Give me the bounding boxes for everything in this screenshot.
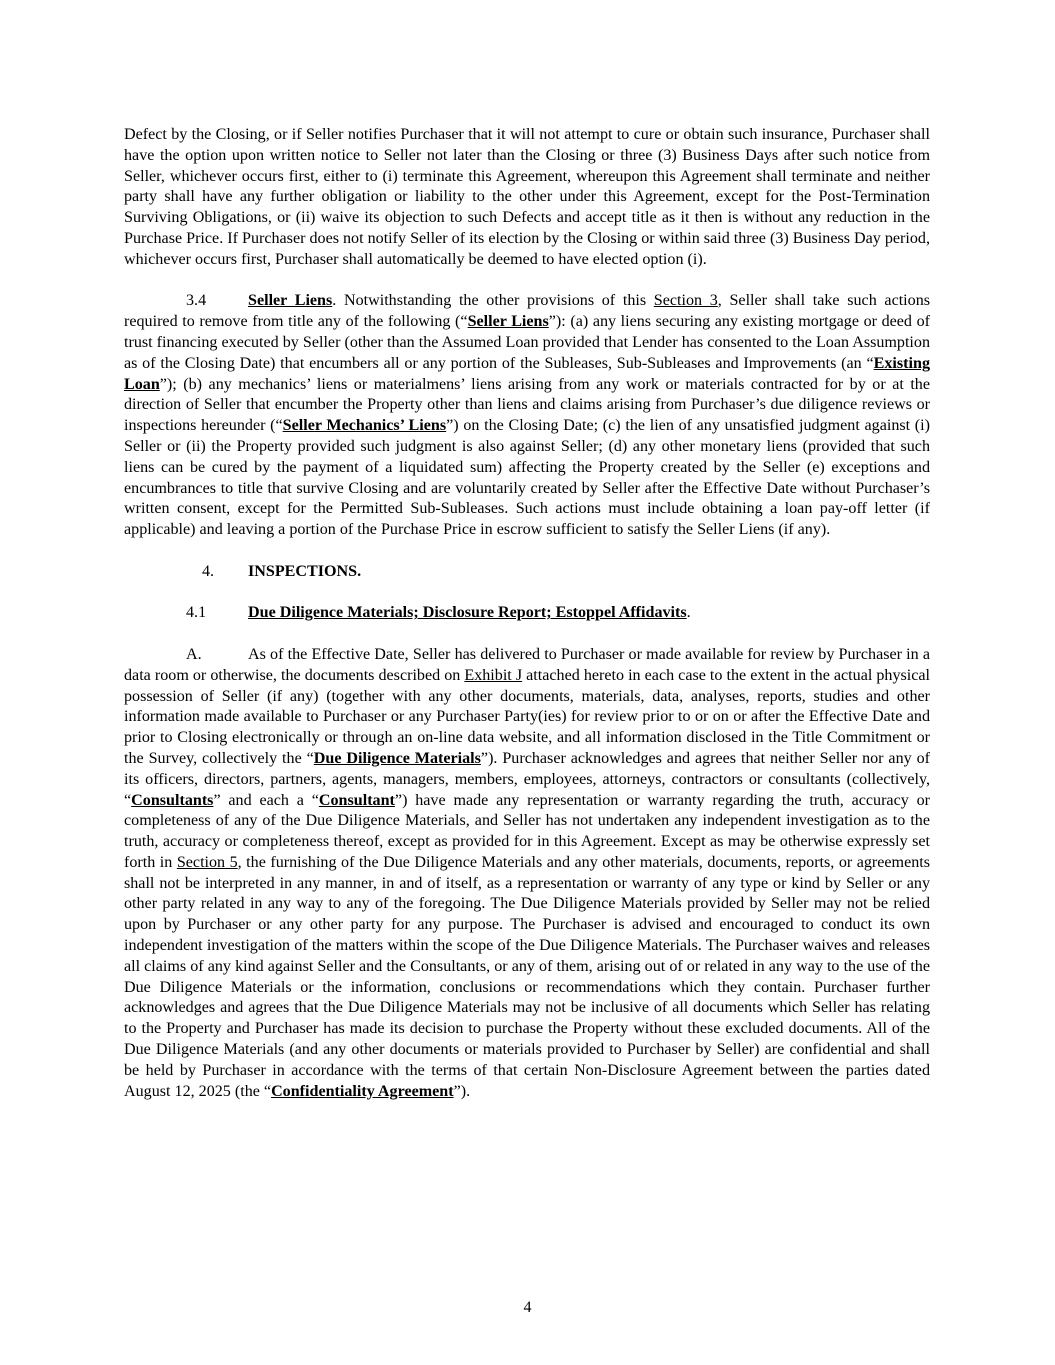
cross-reference: Section 3 <box>653 292 718 310</box>
section-4-heading <box>124 562 930 583</box>
defined-term: Seller Mechanics’ Liens <box>282 417 447 435</box>
paragraph-defect-continuation: Defect by the Closing, or if Seller notifies Purchaser that it will not attempt to cure or obtain such insurance, Purchaser shall have the option upon written notice to Seller not later than the Closing or three (3) Business Days after such notice from Seller, whichever occurs first, either to (i) terminate this Agreement, whereupon this Agreement shall terminate and neither party shall have any further obligation or liability to the other under this Agreement, except for the Post-Termination Surviving Obligations, or (ii) waive its objection to such Defects and accept title as it then is without any reduction in the Purchase Price. If Purchaser does not notify Seller of its election by the Closing or within said three (3) Business Day period, whichever occurs first, Purchaser shall automatically be deemed to have elected option (i). <box>124 126 930 268</box>
defined-term: Consultants <box>131 791 214 809</box>
defined-term: Confidentiality Agreement <box>271 1082 454 1100</box>
section-number: 3.4 <box>186 292 207 310</box>
section-number: 4. <box>202 562 215 580</box>
page-number: 4 <box>523 1299 532 1316</box>
section-title: INSPECTIONS. <box>248 562 362 580</box>
section-title: Seller Liens <box>248 292 333 310</box>
defined-term: Existing Loan <box>124 354 930 393</box>
section-number: 4.1 <box>186 604 207 622</box>
section-title: Due Diligence Materials; Disclosure Report; Estoppel Affidavits <box>248 604 687 622</box>
cross-reference: Section 5 <box>176 853 238 871</box>
paragraph-a-due-diligence: A. As of the Effective Date, Seller has delivered to Purchaser or made available for review by Purchaser in a data room or otherwise, the documents described on Exhibit J attached hereto in each case to the extent in the actual physical possession of Seller (if any) (together with any other documents, materials, data, analyses, reports, studies and other information made available to Purchaser or any Purchaser Party(ies) for review prior to or on or after the Effective Date and prior to Closing electronically or through an on-line data website, and all information disclosed in the Title Commitment or the Survey, collectively the “Due Diligence Materials”). Purchaser acknowledges and agrees that neither Seller nor any of its officers, directors, partners, agents, managers, members, employees, attorneys, contractors or consultants (collectively, “Consultants” and each a “Consultant”) have made any representation or warranty regarding the truth, accuracy or completeness of any of the Due Diligence Materials, and Seller has not undertaken any independent investigation as to the truth, accuracy or completeness thereof, except as provided for in this Agreement. Except as may be otherwise expressly set forth in Section 5, the furnishing of the Due Diligence Materials and any other materials, documents, reports, or agreements shall not be interpreted in any manner, in and of itself, as a representation or warranty of any type or kind by Seller or any other party related in any way to any of the foregoing. The Due Diligence Materials provided by Seller may not be relied upon by Purchaser or any other party for any purpose. The Purchaser is advised and encouraged to conduct its own independent investigation of the matters within the scope of the Due Diligence Materials. The Purchaser waives and releases all claims of any kind against Seller and the Consultants, or any of them, arising out of or related in any way to the use of the Due Diligence Materials or the information, conclusions or recommendations which they contain. Purchaser further acknowledges and agrees that the Due Diligence Materials may not be inclusive of all documents which Seller has relating to the Property and Purchaser has made its decision to purchase the Property without these excluded documents. All of the Due Diligence Materials (and any other documents or materials provided to Purchaser by Seller) are confidential and shall be held by Purchaser in accordance with the terms of that certain Non-Disclosure Agreement between the parties dated August 12, 2025 (the “Confidentiality Agreement”). <box>124 645 931 1100</box>
section-3-4-seller-liens: 3.4 Seller Liens. Notwithstanding the other provisions of this Section 3, Seller shall take such actions required to remove from title any of the following (“Seller Liens”): (a) any liens securing any existing mortgage or deed of trust financing executed by Seller (other than the Assumed Loan provided that Lender has consented to the Loan Assumption as of the Closing Date) that encumbers all or any portion of the Subleases, Sub-Subleases and Improvements (an “Existing Loan”); (b) any mechanics’ liens or materialmens’ liens arising from any work or materials contracted for by or at the direction of Seller that encumber the Property other than liens and claims arising from Purchaser’s due diligence reviews or inspections hereunder (“Seller Mechanics’ Liens”) on the Closing Date; (c) the lien of any unsatisfied judgment against (i) Seller or (ii) the Property provided such judgment is also against Seller; (d) any other monetary liens (provided that such liens can be cured by the payment of a liquidated sum) affecting the Property created by the Seller (e) exceptions and encumbrances to title that survive Closing and are voluntarily created by Seller after the Effective Date without Purchaser’s written consent, except for the Permitted Sub-Subleases. Such actions must include obtaining a loan pay-off letter (if applicable) and leaving a portion of the Purchase Price in escrow sufficient to satisfy the Seller Liens (if any). <box>124 292 931 539</box>
defined-term: Consultant <box>318 791 395 809</box>
defined-term: Due Diligence Materials <box>313 749 481 767</box>
document-page <box>124 125 930 1123</box>
section-4-1-heading: 4.1 Due Diligence Materials; Disclosure Report; Estoppel Affidavits. <box>124 603 930 624</box>
paragraph-label: A. <box>186 645 202 663</box>
cross-reference: Exhibit J <box>464 666 523 684</box>
defined-term: Seller Liens <box>467 313 549 331</box>
